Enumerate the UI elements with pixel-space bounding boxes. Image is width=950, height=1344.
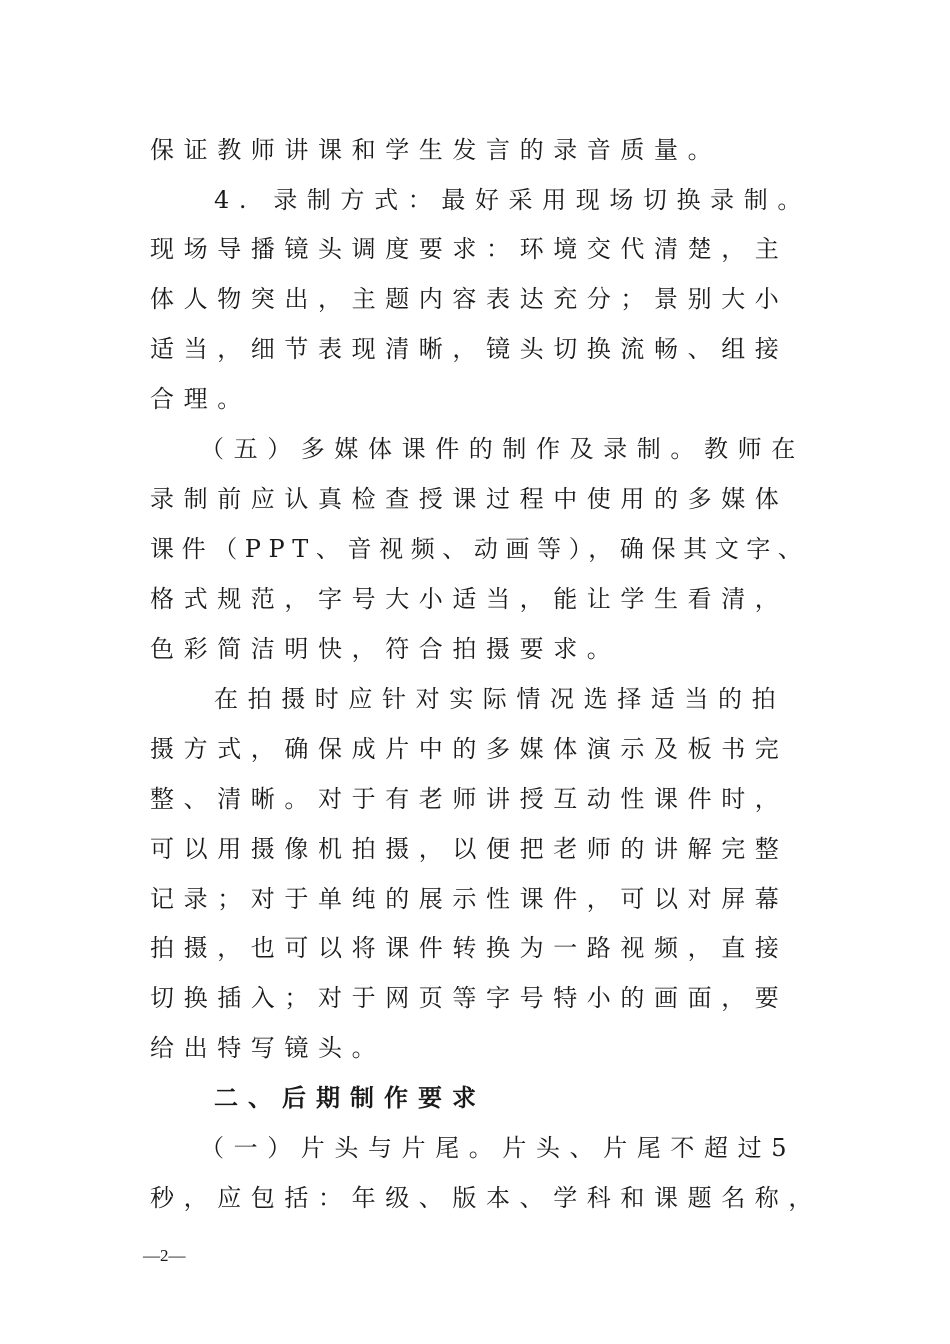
body-text-line: 给出特写镜头。 xyxy=(150,1034,386,1062)
body-text-line: 拍摄，也可以将课件转换为一路视频，直接 xyxy=(150,934,789,962)
body-text-line: 课件（PPT、音视频、动画等），确保其文字、 xyxy=(150,535,810,563)
body-text-line: 现场导播镜头调度要求：环境交代清楚，主 xyxy=(150,235,789,263)
body-text-line: 记录；对于单纯的展示性课件，可以对屏幕 xyxy=(150,885,789,913)
body-text-line: 4. 录制方式：最好采用现场切换录制。 xyxy=(214,186,811,214)
body-text-line: 格式规范，字号大小适当，能让学生看清， xyxy=(150,585,789,613)
body-text-line: （五）多媒体课件的制作及录制。教师在 xyxy=(200,435,805,463)
body-text-line: 合理。 xyxy=(150,385,251,413)
body-text-line: （一）片头与片尾。片头、片尾不超过5 xyxy=(200,1134,797,1162)
body-text-line: 摄方式，确保成片中的多媒体演示及板书完 xyxy=(150,735,789,763)
page-number: —2— xyxy=(143,1246,186,1265)
body-text-line: 适当，细节表现清晰，镜头切换流畅、组接 xyxy=(150,335,789,363)
body-text-line: 切换插入；对于网页等字号特小的画面，要 xyxy=(150,984,789,1012)
body-text-line: 整、清晰。对于有老师讲授互动性课件时， xyxy=(150,785,789,813)
body-text-line: 色彩简洁明快，符合拍摄要求。 xyxy=(150,635,621,663)
section-heading: 二、后期制作要求 xyxy=(214,1084,486,1112)
body-text-line: 录制前应认真检查授课过程中使用的多媒体 xyxy=(150,485,789,513)
body-text-line: 体人物突出，主题内容表达充分；景别大小 xyxy=(150,285,789,313)
body-text-line: 在拍摄时应针对实际情况选择适当的拍 xyxy=(214,685,786,713)
body-text-line: 可以用摄像机拍摄，以便把老师的讲解完整 xyxy=(150,835,789,863)
body-text-line: 保证教师讲课和学生发言的录音质量。 xyxy=(150,136,722,164)
body-text-line: 秒，应包括：年级、版本、学科和课题名称， xyxy=(150,1184,822,1212)
